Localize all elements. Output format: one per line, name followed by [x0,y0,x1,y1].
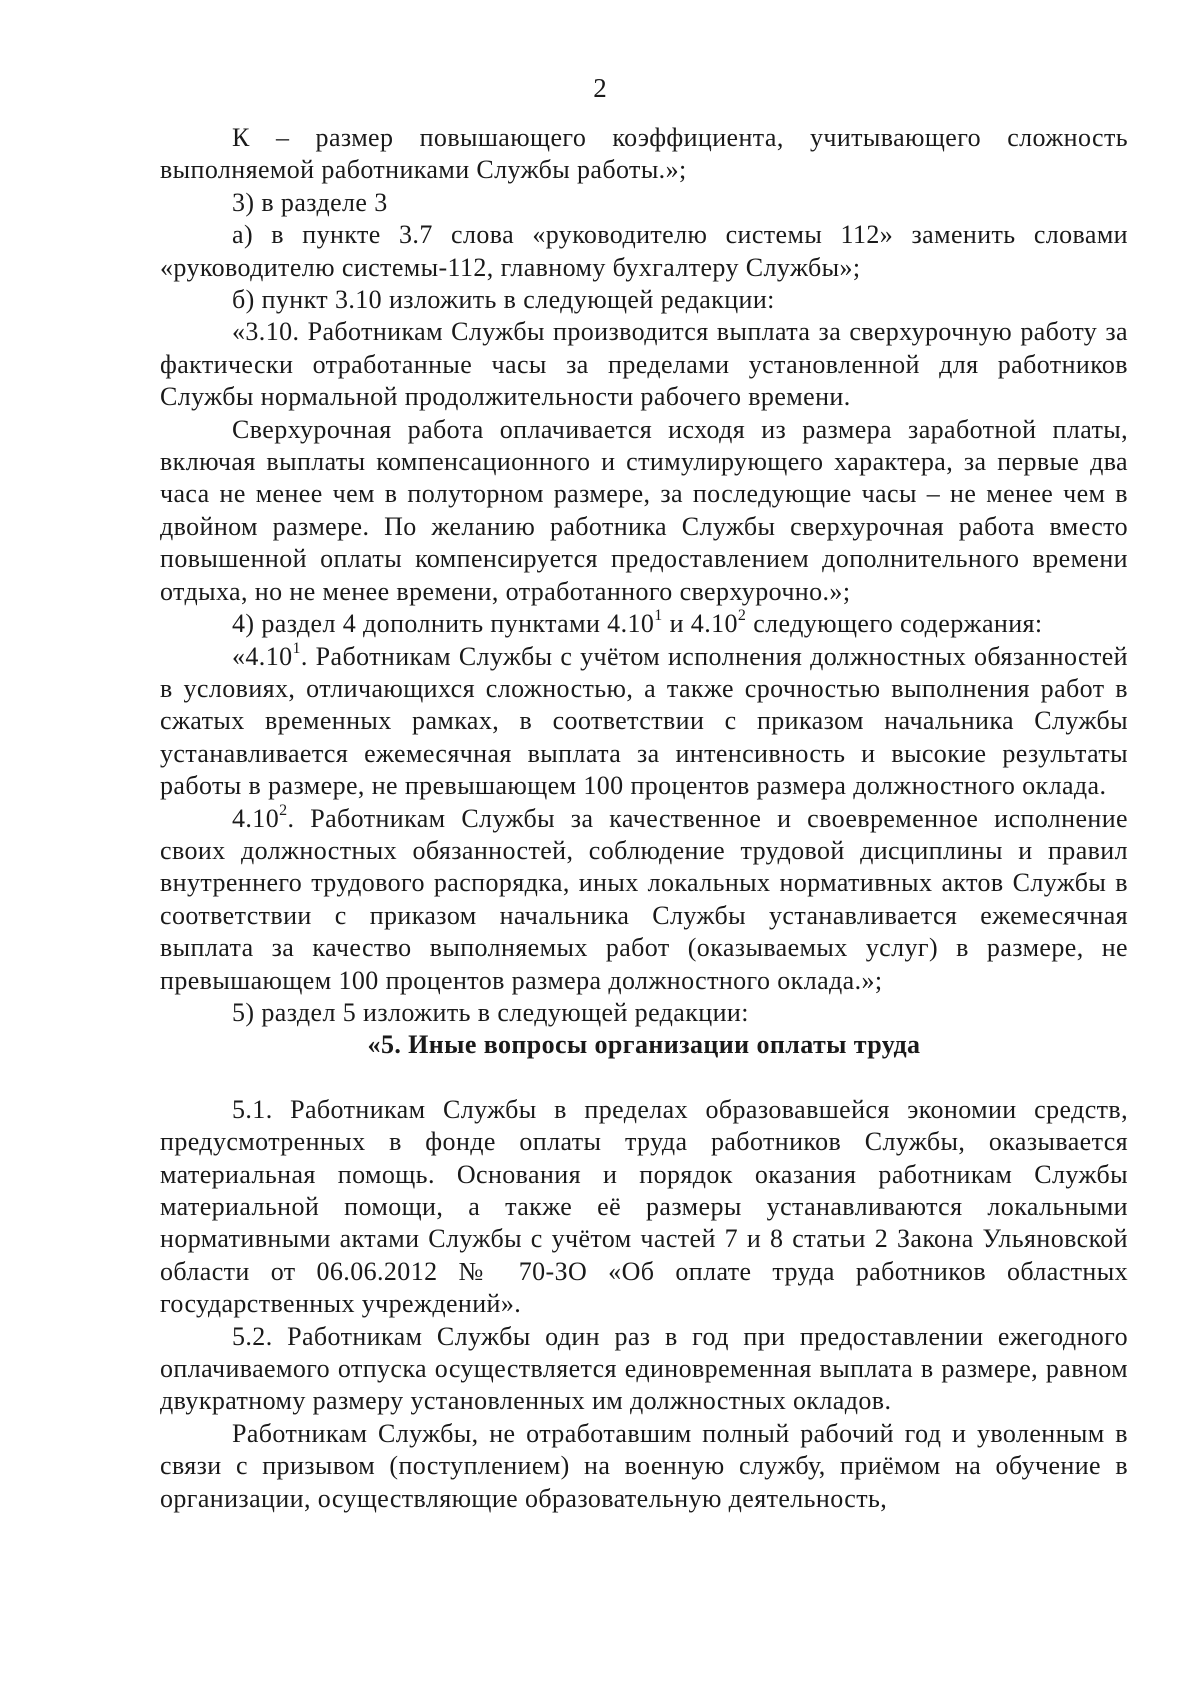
text-fragment: . Работникам Службы с учётом исполнения должностных обязанностей в условиях, отличающихся сложностью, а также срочностью выполнения работ в сжатых временных рамках, в соответствии с приказом начальника Службы устанавливается ежемесячная выплата за интенсивность и высокие результаты работы в размере, не превышающем 100 процентов размера должностного оклада. [160,641,1128,801]
text-fragment: 4) раздел 4 дополнить пунктами 4.10 [232,609,655,639]
paragraph-section-4-amendment [160,608,1128,640]
paragraph-coefficient-k: К – размер повышающего коэффициента, учитывающего сложность выполняемой работниками Службы работы.»; [160,123,1128,185]
paragraph-item-5-1: 5.1. Работникам Службы в пределах образовавшейся экономии средств, предусмотренных в фонде оплаты труда работников Службы, оказывается материальная помощь. Основания и порядок оказания работникам Службы материальной помощи, а также её размеры устанавливаются локальными нормативными актами Службы с учётом частей 7 и 8 статьи 2 Закона Ульяновской области от 06.06.2012 № 70-ЗО «Об оплате труда работников областных государственных учреждений». [160,1094,1128,1319]
paragraph-item-3-10-intro: б) пункт 3.10 изложить в следующей редакции: [232,285,775,315]
paragraph-dismissed-employees: Работникам Службы, не отработавшим полный рабочий год и уволенным в связи с призывом (поступлением) на военную службу, приёмом на обучение в организации, осуществляющие образовательную деятельность, [160,1418,1128,1513]
paragraph-item-4-10-1 [160,641,1128,803]
document-body [160,122,1128,1515]
page-number: 2 [593,73,607,103]
superscript: 1 [654,607,663,625]
text-fragment: «4.10 [232,641,293,671]
paragraph-item-3-10: «3.10. Работникам Службы производится выплата за сверхурочную работу за фактически отработанные часы за пределами установленной для работников Службы нормальной продолжительности рабочего времени. [160,317,1128,412]
text-fragment: и 4.10 [662,609,738,639]
text-fragment: следующего содержания: [746,609,1043,639]
section-5-heading: «5. Иные вопросы организации оплаты труда [367,1030,921,1060]
text-fragment: 4.10 [232,803,280,833]
superscript: 2 [737,607,747,625]
paragraph-item-5-2: 5.2. Работникам Службы один раз в год при предоставлении ежегодного оплачиваемого отпуска осуществляется единовременная выплата в размере, равном двукратному размеру установленных им должностных окладов. [160,1321,1128,1416]
superscript: 2 [279,801,288,819]
paragraph-item-3-7: а) в пункте 3.7 слова «руководителю системы 112» заменить словами «руководителю системы-112, главному бухгалтеру Службы»; [160,220,1128,282]
paragraph-section-5-intro: 5) раздел 5 изложить в следующей редакции: [232,997,749,1027]
paragraph-overtime-payment: Сверхурочная работа оплачивается исходя из размера заработной платы, включая выплаты компенсационного и стимулирующего характера, за первые два часа не менее чем в полуторном размере, за последующие часы – не менее чем в двойном размере. По желанию работника Службы сверхурочная работа вместо повышенной оплаты компенсируется предоставлением дополнительного времени отдыха, но не менее времени, отработанного сверхурочно.»; [160,414,1128,606]
paragraph-item-4-10-2 [160,803,1128,997]
text-fragment: . Работникам Службы за качественное и своевременное исполнение своих должностных обязанностей, соблюдение трудовой дисциплины и правил внутреннего трудового распорядка, иных локальных нормативных актов Службы в соответствии с приказом начальника Службы устанавливается ежемесячная выплата за качество выполняемых работ (оказываемых услуг) в размере, не превышающем 100 процентов размера должностного оклада.»; [160,803,1128,995]
superscript: 1 [292,639,301,657]
paragraph-section-3: 3) в разделе 3 [232,187,388,217]
